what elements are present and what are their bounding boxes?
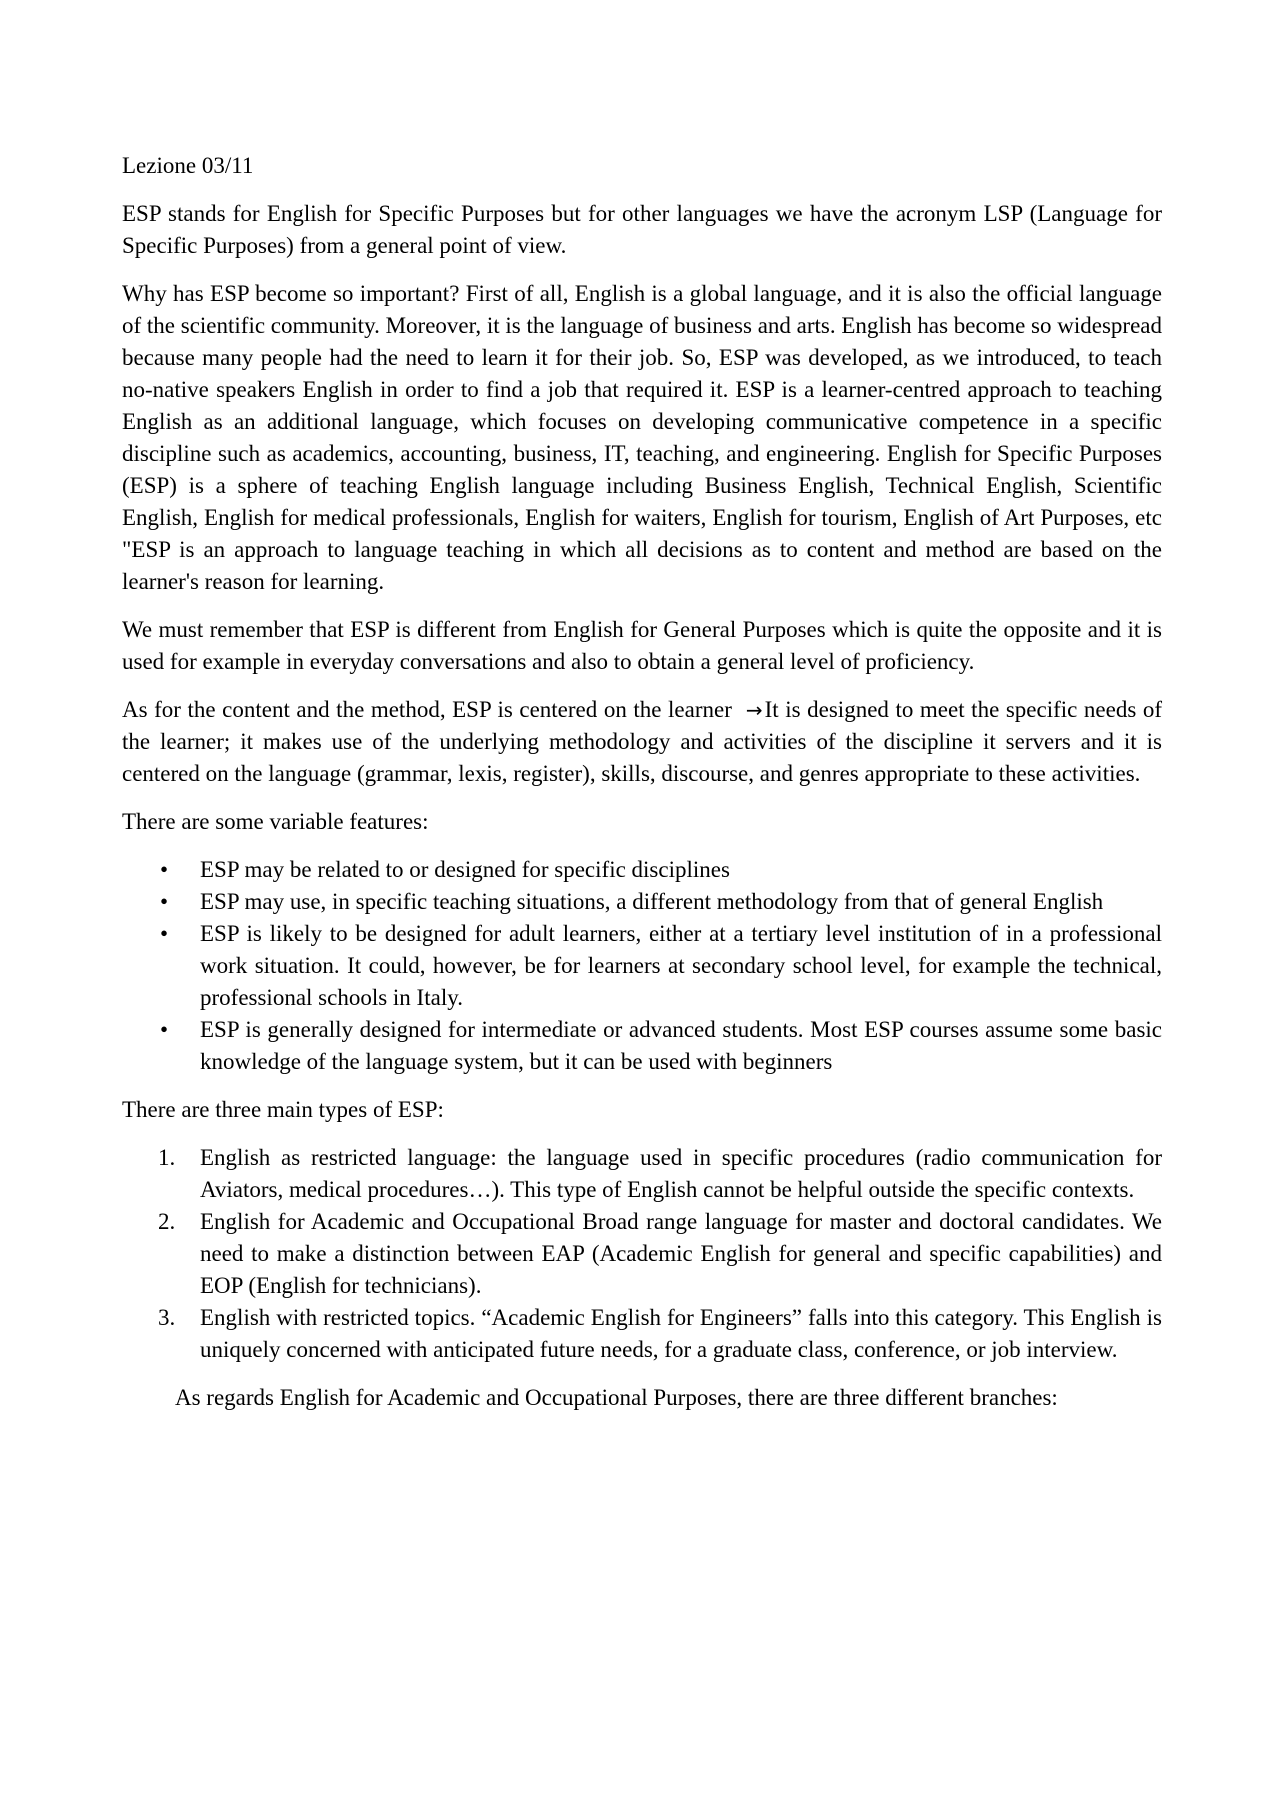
list-item-text: ESP may be related to or designed for specific disciplines [200, 857, 730, 882]
main-types-intro: There are three main types of ESP: [122, 1097, 444, 1122]
list-item-text: ESP is likely to be designed for adult learners, either at a tertiary level institution of in a professional work situation. It could, however, be for learners at secondary school level, for example the technical, professional schools in Italy. [200, 921, 1162, 1010]
variable-features-list [122, 854, 1162, 1078]
main-types-list [122, 1142, 1162, 1366]
list-item [122, 886, 1162, 918]
paragraph-esp-definition: ESP stands for English for Specific Purposes but for other languages we have the acronym LSP (Language for Specific Purposes) from a general point of view. [122, 201, 1162, 258]
list-item [122, 1206, 1162, 1302]
paragraph-eap-eop-branches [161, 1382, 1162, 1414]
list-item [122, 918, 1162, 1014]
paragraph-esp-importance: Why has ESP become so important? First of all, English is a global language, and it is also the official language of the scientific community. Moreover, it is the language of business and arts. English has become so widespread because many people had the need to learn it for their job. So, ESP was developed, as we introduced, to teach no-native speakers English in order to find a job that required it. ESP is a learner-centred approach to teaching English as an additional language, which focuses on developing communicative competence in a specific discipline such as academics, accounting, business, IT, teaching, and engineering. English for Specific Purposes (ESP) is a sphere of teaching English language including Business English, Technical English, Scientific English, English for medical professionals, English for waiters, English for tourism, English of Art Purposes, etc "ESP is an approach to language teaching in which all decisions as to content and method are based on the learner's reason for learning. [122, 281, 1162, 594]
list-item [122, 1302, 1162, 1366]
list-item-text: English for Academic and Occupational Broad range language for master and doctoral candidates. We need to make a distinction between EAP (Academic English for general and specific capabilities) and EOP (English for technicians). [200, 1209, 1162, 1298]
closing-text: As regards English for Academic and Occupational Purposes, there are three different branches: [175, 1385, 1058, 1410]
bullet-icon: • [160, 857, 169, 882]
list-item-text: English as restricted language: the language used in specific procedures (radio communication for Aviators, medical procedures…). This type of English cannot be helpful outside the specific contexts. [200, 1145, 1162, 1202]
list-item [122, 1014, 1162, 1078]
paragraph-esp-vs-general: We must remember that ESP is different from English for General Purposes which is quite the opposite and it is used for example in everyday conversations and also to obtain a general level of proficiency. [122, 617, 1162, 674]
variable-features-intro: There are some variable features: [122, 809, 429, 834]
arrow-right-icon: → [745, 698, 763, 722]
content-method-part-2: It is designed to meet the specific needs of the learner; it makes use of the underlying methodology and activities of the discipline it servers and it is centered on the language (grammar, lexis, register), skills, discourse, and genres appropriate to these activities. [122, 697, 1162, 786]
bullet-icon: • [160, 889, 169, 914]
paragraph-content-method [122, 694, 1162, 790]
list-item-text: ESP is generally designed for intermediate or advanced students. Most ESP courses assume some basic knowledge of the language system, but it can be used with beginners [200, 1017, 1162, 1074]
list-item-text: ESP may use, in specific teaching situations, a different methodology from that of general English [200, 889, 1104, 914]
list-number: 1. [158, 1145, 176, 1170]
bullet-icon: • [160, 921, 169, 946]
list-number: 3. [158, 1305, 176, 1330]
list-item-text: English with restricted topics. “Academic English for Engineers” falls into this category. This English is uniquely concerned with anticipated future needs, for a graduate class, conference, or job interview. [200, 1305, 1162, 1362]
list-item [122, 1142, 1162, 1206]
document-page [122, 150, 1162, 1430]
list-item [122, 854, 1162, 886]
date-heading: Lezione 03/11 [122, 153, 254, 178]
bullet-icon: • [160, 1017, 169, 1042]
list-number: 2. [158, 1209, 176, 1234]
content-method-part-1: As for the content and the method, ESP is centered on the learner [122, 697, 732, 722]
